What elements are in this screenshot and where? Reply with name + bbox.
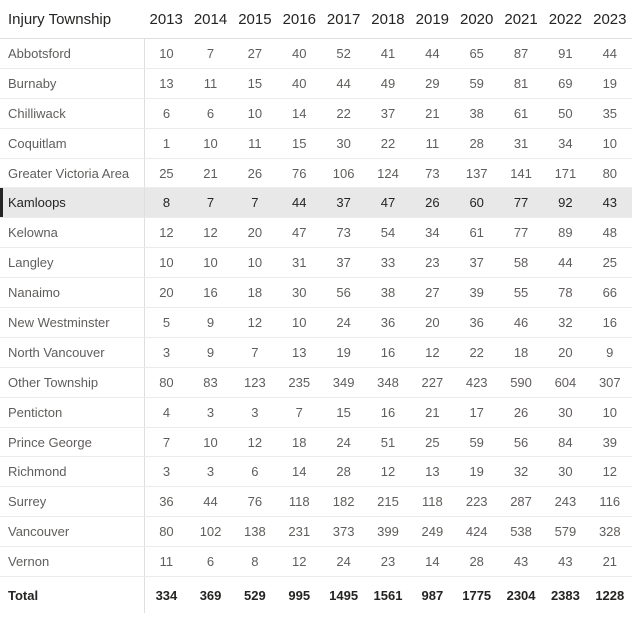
- table-cell[interactable]: 138: [233, 517, 277, 547]
- table-row[interactable]: [0, 547, 632, 577]
- table-cell[interactable]: 30: [321, 128, 365, 158]
- table-cell[interactable]: 34: [410, 218, 454, 248]
- table-cell[interactable]: 215: [366, 487, 410, 517]
- total-cell: 334: [144, 577, 188, 614]
- table-cell[interactable]: 34: [543, 128, 587, 158]
- table-cell[interactable]: 20: [410, 308, 454, 338]
- table-row[interactable]: [0, 367, 632, 397]
- table-cell[interactable]: 26: [233, 158, 277, 188]
- table-cell[interactable]: 373: [321, 517, 365, 547]
- table-cell[interactable]: 10: [188, 128, 232, 158]
- table-cell[interactable]: 12: [233, 427, 277, 457]
- table-cell[interactable]: 44: [277, 188, 321, 218]
- table-cell[interactable]: 349: [321, 367, 365, 397]
- row-header-township[interactable]: Richmond: [0, 457, 144, 487]
- table-row[interactable]: [0, 427, 632, 457]
- table-cell[interactable]: 8: [144, 188, 188, 218]
- table-cell[interactable]: 17: [455, 397, 499, 427]
- table-cell[interactable]: 9: [588, 337, 632, 367]
- table-cell[interactable]: 20: [144, 278, 188, 308]
- table-cell[interactable]: 49: [366, 68, 410, 98]
- table-cell[interactable]: 24: [321, 308, 365, 338]
- table-cell[interactable]: 81: [499, 68, 543, 98]
- table-cell[interactable]: 37: [366, 98, 410, 128]
- table-row[interactable]: [0, 457, 632, 487]
- table-cell[interactable]: 66: [588, 278, 632, 308]
- table-cell[interactable]: 87: [499, 39, 543, 69]
- table-cell[interactable]: 44: [410, 39, 454, 69]
- total-cell: 1561: [366, 577, 410, 614]
- table-cell[interactable]: 10: [233, 248, 277, 278]
- column-header-year[interactable]: 2016: [277, 0, 321, 39]
- table-row[interactable]: [0, 218, 632, 248]
- table-cell[interactable]: 36: [455, 308, 499, 338]
- row-header-township[interactable]: Other Township: [0, 367, 144, 397]
- table-cell[interactable]: 13: [277, 337, 321, 367]
- table-cell[interactable]: 12: [277, 547, 321, 577]
- table-row[interactable]: [0, 248, 632, 278]
- table-cell[interactable]: 590: [499, 367, 543, 397]
- table-cell[interactable]: 14: [277, 457, 321, 487]
- total-cell: 1775: [455, 577, 499, 614]
- table-cell[interactable]: 10: [233, 98, 277, 128]
- table-cell[interactable]: 27: [410, 278, 454, 308]
- table-cell[interactable]: 15: [233, 68, 277, 98]
- table-cell[interactable]: 399: [366, 517, 410, 547]
- table-cell[interactable]: 39: [455, 278, 499, 308]
- table-cell[interactable]: 20: [543, 337, 587, 367]
- total-cell: 529: [233, 577, 277, 614]
- header-row: [0, 0, 632, 39]
- table-cell[interactable]: 538: [499, 517, 543, 547]
- table-row[interactable]: [0, 128, 632, 158]
- table-cell[interactable]: 11: [233, 128, 277, 158]
- table-cell[interactable]: 7: [277, 397, 321, 427]
- table-row[interactable]: [0, 188, 632, 218]
- table-cell[interactable]: 12: [588, 457, 632, 487]
- table-cell[interactable]: 116: [588, 487, 632, 517]
- table-cell[interactable]: 19: [321, 337, 365, 367]
- table-cell[interactable]: 30: [543, 457, 587, 487]
- table-cell[interactable]: 69: [543, 68, 587, 98]
- table-cell[interactable]: 7: [233, 188, 277, 218]
- table-cell[interactable]: 13: [410, 457, 454, 487]
- table-cell[interactable]: 3: [144, 337, 188, 367]
- column-header-injury-township[interactable]: Injury Township: [0, 0, 144, 39]
- table-row[interactable]: [0, 487, 632, 517]
- table-cell[interactable]: 21: [588, 547, 632, 577]
- table-cell[interactable]: 10: [588, 128, 632, 158]
- row-header-township[interactable]: Kelowna: [0, 218, 144, 248]
- column-header-year[interactable]: 2019: [410, 0, 454, 39]
- table-cell[interactable]: 604: [543, 367, 587, 397]
- table-cell[interactable]: 56: [321, 278, 365, 308]
- table-cell[interactable]: 80: [588, 158, 632, 188]
- table-cell[interactable]: 38: [455, 98, 499, 128]
- table-cell[interactable]: 84: [543, 427, 587, 457]
- table-cell[interactable]: 106: [321, 158, 365, 188]
- table-cell[interactable]: 61: [455, 218, 499, 248]
- table-cell[interactable]: 124: [366, 158, 410, 188]
- table-cell[interactable]: 5: [144, 308, 188, 338]
- table-cell[interactable]: 44: [543, 248, 587, 278]
- column-header-year[interactable]: 2017: [321, 0, 365, 39]
- table-cell[interactable]: 77: [499, 218, 543, 248]
- table-cell[interactable]: 80: [144, 517, 188, 547]
- column-header-year[interactable]: 2014: [188, 0, 232, 39]
- table-cell[interactable]: 30: [277, 278, 321, 308]
- table-cell[interactable]: 48: [588, 218, 632, 248]
- total-cell: 2304: [499, 577, 543, 614]
- table-cell[interactable]: 36: [366, 308, 410, 338]
- table-cell[interactable]: 6: [233, 457, 277, 487]
- table-cell[interactable]: 60: [455, 188, 499, 218]
- table-cell[interactable]: 39: [588, 427, 632, 457]
- table-cell[interactable]: 37: [321, 248, 365, 278]
- table-cell[interactable]: 43: [499, 547, 543, 577]
- row-header-township[interactable]: North Vancouver: [0, 337, 144, 367]
- table-cell[interactable]: 23: [366, 547, 410, 577]
- table-cell[interactable]: 137: [455, 158, 499, 188]
- table-cell[interactable]: 40: [277, 39, 321, 69]
- table-cell[interactable]: 9: [188, 308, 232, 338]
- table-cell[interactable]: 65: [455, 39, 499, 69]
- table-row[interactable]: [0, 278, 632, 308]
- total-cell: 369: [188, 577, 232, 614]
- row-header-township[interactable]: Surrey: [0, 487, 144, 517]
- table-cell[interactable]: 231: [277, 517, 321, 547]
- table-cell[interactable]: 102: [188, 517, 232, 547]
- table-cell[interactable]: 9: [188, 337, 232, 367]
- row-header-township[interactable]: Burnaby: [0, 68, 144, 98]
- table-cell[interactable]: 3: [188, 457, 232, 487]
- table-cell[interactable]: 21: [188, 158, 232, 188]
- row-header-township[interactable]: Vancouver: [0, 517, 144, 547]
- column-header-year[interactable]: 2021: [499, 0, 543, 39]
- table-cell[interactable]: 118: [410, 487, 454, 517]
- table-row[interactable]: [0, 39, 632, 69]
- row-header-township[interactable]: New Westminster: [0, 308, 144, 338]
- column-header-year[interactable]: 2013: [144, 0, 188, 39]
- row-header-township[interactable]: Vernon: [0, 547, 144, 577]
- table-cell[interactable]: 92: [543, 188, 587, 218]
- table-cell[interactable]: 25: [588, 248, 632, 278]
- total-cell: 987: [410, 577, 454, 614]
- table-row[interactable]: [0, 397, 632, 427]
- table-cell[interactable]: 10: [588, 397, 632, 427]
- row-header-township[interactable]: Abbotsford: [0, 39, 144, 69]
- table-cell[interactable]: 51: [366, 427, 410, 457]
- row-header-township[interactable]: Penticton: [0, 397, 144, 427]
- matrix-body: [0, 39, 632, 577]
- table-cell[interactable]: 26: [410, 188, 454, 218]
- table-cell[interactable]: 55: [499, 278, 543, 308]
- table-cell[interactable]: 16: [588, 308, 632, 338]
- table-cell[interactable]: 3: [144, 457, 188, 487]
- table-cell[interactable]: 16: [188, 278, 232, 308]
- table-cell[interactable]: 76: [277, 158, 321, 188]
- table-cell[interactable]: 10: [144, 248, 188, 278]
- table-row[interactable]: [0, 158, 632, 188]
- table-cell[interactable]: 10: [144, 39, 188, 69]
- table-cell[interactable]: 73: [321, 218, 365, 248]
- table-cell[interactable]: 23: [410, 248, 454, 278]
- table-cell[interactable]: 16: [366, 337, 410, 367]
- table-cell[interactable]: 12: [188, 218, 232, 248]
- total-cell: 2383: [543, 577, 587, 614]
- table-cell[interactable]: 235: [277, 367, 321, 397]
- table-cell[interactable]: 15: [321, 397, 365, 427]
- column-header-year[interactable]: 2020: [455, 0, 499, 39]
- table-cell[interactable]: 6: [188, 547, 232, 577]
- table-cell[interactable]: 44: [321, 68, 365, 98]
- row-header-township[interactable]: Nanaimo: [0, 278, 144, 308]
- table-cell[interactable]: 7: [188, 39, 232, 69]
- table-cell[interactable]: 249: [410, 517, 454, 547]
- table-cell[interactable]: 89: [543, 218, 587, 248]
- table-cell[interactable]: 7: [144, 427, 188, 457]
- table-cell[interactable]: 10: [277, 308, 321, 338]
- table-cell[interactable]: 50: [543, 98, 587, 128]
- total-label: Total: [0, 577, 144, 614]
- table-cell[interactable]: 8: [233, 547, 277, 577]
- table-cell[interactable]: 54: [366, 218, 410, 248]
- table-cell[interactable]: 328: [588, 517, 632, 547]
- table-cell[interactable]: 30: [543, 397, 587, 427]
- table-cell[interactable]: 47: [366, 188, 410, 218]
- table-cell[interactable]: 4: [144, 397, 188, 427]
- table-cell[interactable]: 56: [499, 427, 543, 457]
- table-cell[interactable]: 59: [455, 427, 499, 457]
- table-cell[interactable]: 44: [588, 39, 632, 69]
- table-cell[interactable]: 78: [543, 278, 587, 308]
- table-cell[interactable]: 15: [277, 128, 321, 158]
- table-cell[interactable]: 18: [499, 337, 543, 367]
- table-cell[interactable]: 348: [366, 367, 410, 397]
- table-cell[interactable]: 32: [499, 457, 543, 487]
- table-cell[interactable]: 1: [144, 128, 188, 158]
- table-row[interactable]: [0, 68, 632, 98]
- table-cell[interactable]: 25: [410, 427, 454, 457]
- table-cell[interactable]: 36: [144, 487, 188, 517]
- table-cell[interactable]: 32: [543, 308, 587, 338]
- table-cell[interactable]: 10: [188, 248, 232, 278]
- total-row: [0, 577, 632, 614]
- table-cell[interactable]: 25: [144, 158, 188, 188]
- table-cell[interactable]: 26: [499, 397, 543, 427]
- table-cell[interactable]: 31: [277, 248, 321, 278]
- table-cell[interactable]: 83: [188, 367, 232, 397]
- table-cell[interactable]: 91: [543, 39, 587, 69]
- table-cell[interactable]: 18: [277, 427, 321, 457]
- table-cell[interactable]: 35: [588, 98, 632, 128]
- row-header-township[interactable]: Chilliwack: [0, 98, 144, 128]
- table-cell[interactable]: 141: [499, 158, 543, 188]
- table-cell[interactable]: 12: [366, 457, 410, 487]
- table-cell[interactable]: 22: [455, 337, 499, 367]
- total-cell: 1228: [588, 577, 632, 614]
- row-header-township[interactable]: Langley: [0, 248, 144, 278]
- table-cell[interactable]: 171: [543, 158, 587, 188]
- table-cell[interactable]: 27: [233, 39, 277, 69]
- table-cell[interactable]: 58: [499, 248, 543, 278]
- table-cell[interactable]: 118: [277, 487, 321, 517]
- table-cell[interactable]: 123: [233, 367, 277, 397]
- table-cell[interactable]: 227: [410, 367, 454, 397]
- table-cell[interactable]: 10: [188, 427, 232, 457]
- table-cell[interactable]: 22: [321, 98, 365, 128]
- table-cell[interactable]: 61: [499, 98, 543, 128]
- table-cell[interactable]: 7: [188, 188, 232, 218]
- table-cell[interactable]: 37: [455, 248, 499, 278]
- table-cell[interactable]: 44: [188, 487, 232, 517]
- total-cell: 995: [277, 577, 321, 614]
- table-cell[interactable]: 41: [366, 39, 410, 69]
- table-cell[interactable]: 24: [321, 547, 365, 577]
- table-cell[interactable]: 182: [321, 487, 365, 517]
- table-cell[interactable]: 19: [588, 68, 632, 98]
- total-cell: 1495: [321, 577, 365, 614]
- row-header-township[interactable]: Prince George: [0, 427, 144, 457]
- table-cell[interactable]: 59: [455, 68, 499, 98]
- table-cell[interactable]: 243: [543, 487, 587, 517]
- table-row[interactable]: [0, 517, 632, 547]
- table-cell[interactable]: 24: [321, 427, 365, 457]
- table-cell[interactable]: 14: [277, 98, 321, 128]
- table-cell[interactable]: 307: [588, 367, 632, 397]
- table-cell[interactable]: 21: [410, 397, 454, 427]
- table-cell[interactable]: 52: [321, 39, 365, 69]
- table-cell[interactable]: 46: [499, 308, 543, 338]
- column-header-year[interactable]: 2018: [366, 0, 410, 39]
- row-header-township[interactable]: Greater Victoria Area: [0, 158, 144, 188]
- table-cell[interactable]: 76: [233, 487, 277, 517]
- table-cell[interactable]: 28: [321, 457, 365, 487]
- table-cell[interactable]: 287: [499, 487, 543, 517]
- table-row[interactable]: [0, 308, 632, 338]
- row-header-township[interactable]: Kamloops: [0, 188, 144, 218]
- table-row[interactable]: [0, 98, 632, 128]
- table-cell[interactable]: 28: [455, 547, 499, 577]
- table-cell[interactable]: 28: [455, 128, 499, 158]
- table-cell[interactable]: 43: [588, 188, 632, 218]
- table-cell[interactable]: 423: [455, 367, 499, 397]
- table-cell[interactable]: 12: [233, 308, 277, 338]
- table-cell[interactable]: 80: [144, 367, 188, 397]
- table-cell[interactable]: 20: [233, 218, 277, 248]
- table-cell[interactable]: 47: [277, 218, 321, 248]
- table-cell[interactable]: 424: [455, 517, 499, 547]
- table-cell[interactable]: 7: [233, 337, 277, 367]
- table-cell[interactable]: 40: [277, 68, 321, 98]
- table-cell[interactable]: 11: [188, 68, 232, 98]
- table-cell[interactable]: 19: [455, 457, 499, 487]
- table-cell[interactable]: 11: [144, 547, 188, 577]
- table-cell[interactable]: 11: [410, 128, 454, 158]
- table-cell[interactable]: 12: [410, 337, 454, 367]
- table-cell[interactable]: 43: [543, 547, 587, 577]
- table-cell[interactable]: 33: [366, 248, 410, 278]
- table-cell[interactable]: 223: [455, 487, 499, 517]
- table-cell[interactable]: 38: [366, 278, 410, 308]
- column-header-year[interactable]: 2023: [588, 0, 632, 39]
- table-cell[interactable]: 77: [499, 188, 543, 218]
- table-cell[interactable]: 3: [233, 397, 277, 427]
- table-cell[interactable]: 12: [144, 218, 188, 248]
- table-cell[interactable]: 579: [543, 517, 587, 547]
- table-cell[interactable]: 13: [144, 68, 188, 98]
- table-cell[interactable]: 21: [410, 98, 454, 128]
- table-row[interactable]: [0, 337, 632, 367]
- column-header-year[interactable]: 2022: [543, 0, 587, 39]
- table-cell[interactable]: 3: [188, 397, 232, 427]
- row-header-township[interactable]: Coquitlam: [0, 128, 144, 158]
- table-cell[interactable]: 31: [499, 128, 543, 158]
- column-header-year[interactable]: 2015: [233, 0, 277, 39]
- table-cell[interactable]: 14: [410, 547, 454, 577]
- table-cell[interactable]: 22: [366, 128, 410, 158]
- table-cell[interactable]: 73: [410, 158, 454, 188]
- table-cell[interactable]: 18: [233, 278, 277, 308]
- table-cell[interactable]: 16: [366, 397, 410, 427]
- table-cell[interactable]: 29: [410, 68, 454, 98]
- table-cell[interactable]: 6: [144, 98, 188, 128]
- table-cell[interactable]: 37: [321, 188, 365, 218]
- table-cell[interactable]: 6: [188, 98, 232, 128]
